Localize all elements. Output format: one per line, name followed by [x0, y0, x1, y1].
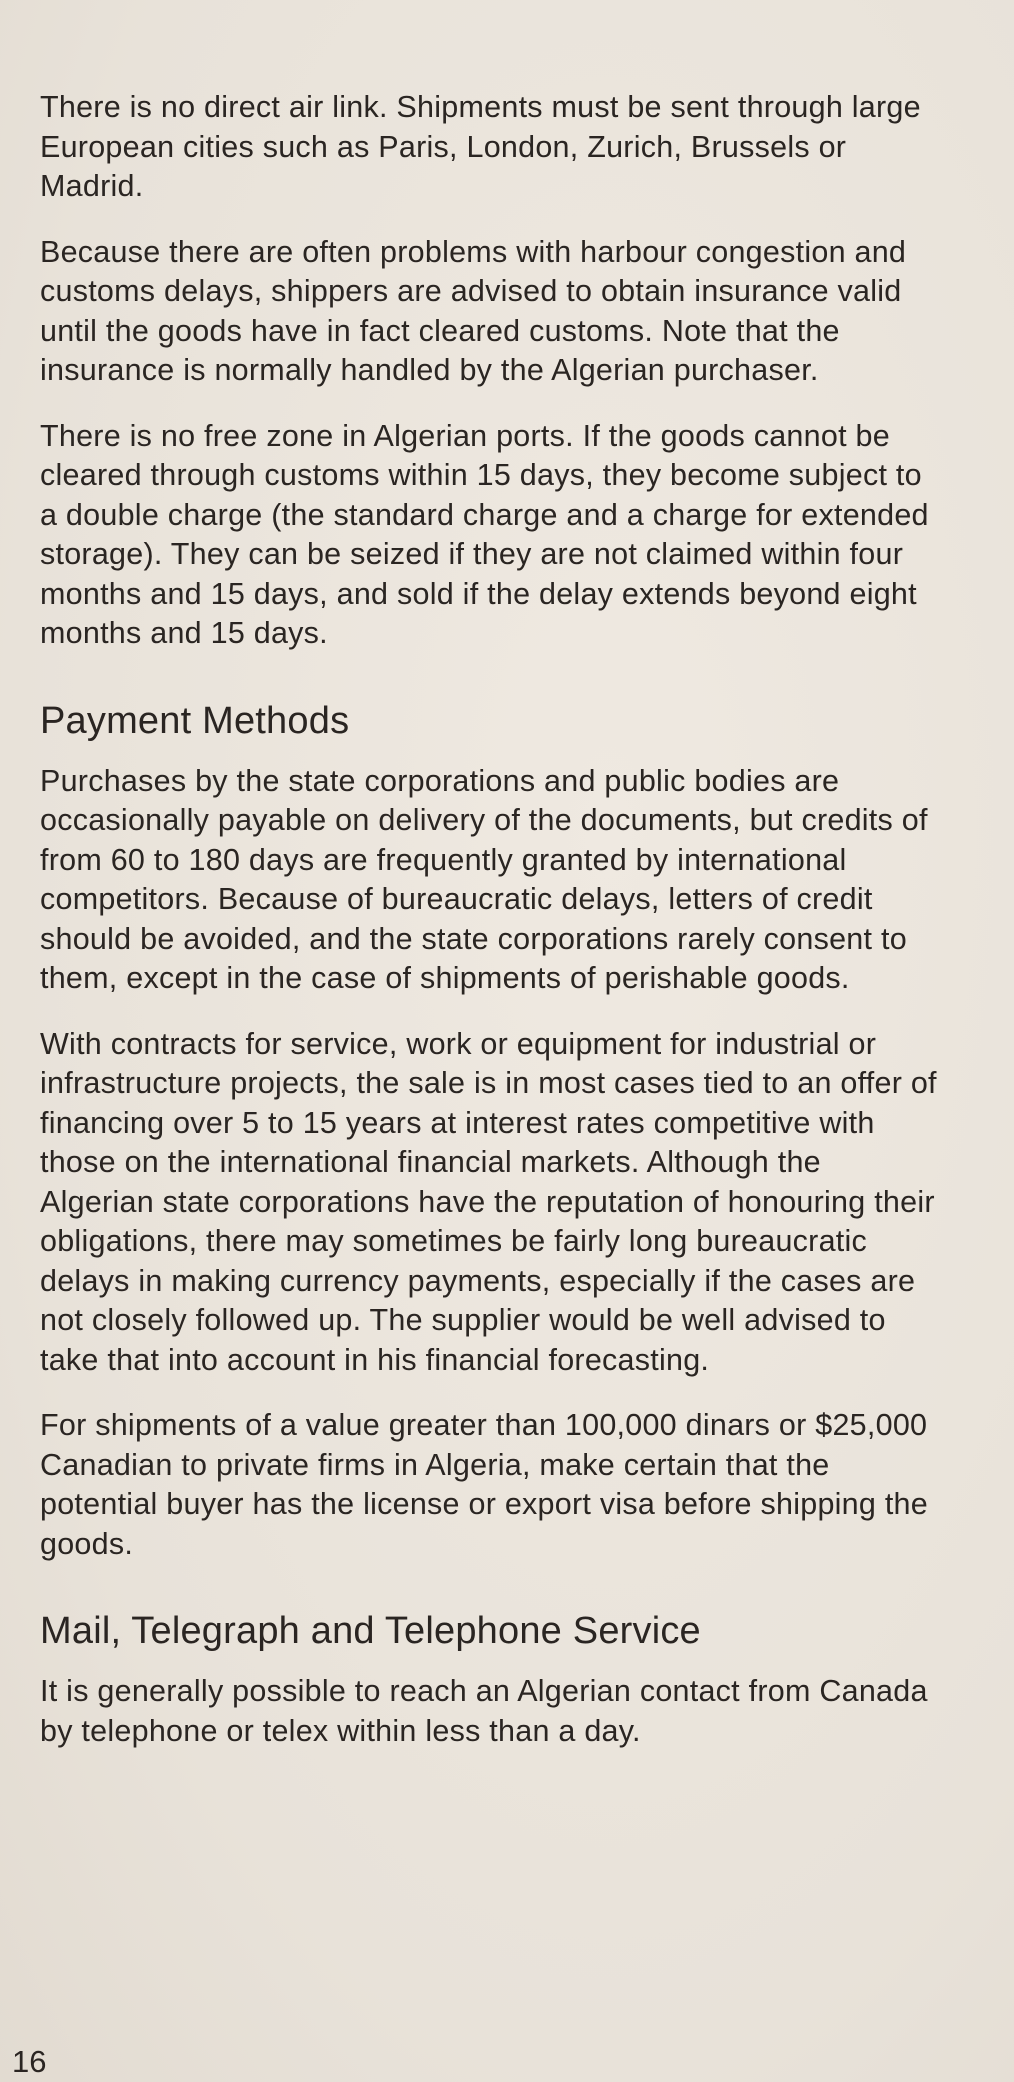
page-content: [40, 88, 940, 1777]
heading-payment-methods: Payment Methods: [40, 699, 350, 742]
paragraph-free-zone: There is no free zone in Algerian ports. If the goods cannot be cleared through customs within 15 days, they become subject to a double charge (the standard charge and a charge for extended storage). They can be seized if they are not claimed within four months and 15 days, and sold if the delay extends beyond eight months and 15 days.: [40, 418, 929, 650]
paragraph-insurance: Because there are often problems with harbour congestion and customs delays, shippers are advised to obtain insurance valid until the goods have in fact cleared customs. Note that the insurance is normally handled by the Algerian purchaser.: [40, 234, 907, 387]
paragraph-air-link: There is no direct air link. Shipments must be sent through large European cities such as Paris, London, Zurich, Brussels or Madrid.: [40, 90, 921, 203]
paragraph-payment-credits: Purchases by the state corporations and public bodies are occasionally payable on delivery of the documents, but credits of from 60 to 180 days are frequently granted by international competitors. Because of bureaucratic delays, letters of credit should be avoided, and the state corporations rarely consent to them, except in the case of shipments of perishable goods.: [40, 763, 928, 995]
paragraph-payment-financing: With contracts for service, work or equipment for industrial or infrastructure projects, the sale is in most cases tied to an offer of financing over 5 to 15 years at interest rates competitive with those on the international financial markets. Although the Algerian state corporations have the reputation of honouring their obligations, there may sometimes be fairly long bureaucratic delays in making currency payments, especially if the cases are not closely followed up. The supplier would be well advised to take that into account in his financial forecasting.: [40, 1026, 937, 1377]
page-number: 16: [12, 2044, 47, 2079]
paragraph-mail-contact: It is generally possible to reach an Algerian contact from Canada by telephone or telex within less than a day.: [40, 1674, 928, 1748]
heading-mail-telegraph-telephone: Mail, Telegraph and Telephone Service: [40, 1610, 701, 1652]
paragraph-payment-private-firms: For shipments of a value greater than 100,000 dinars or $25,000 Canadian to private firms in Algeria, make certain that the potential buyer has the license or export visa before shipping the goods.: [40, 1408, 928, 1561]
